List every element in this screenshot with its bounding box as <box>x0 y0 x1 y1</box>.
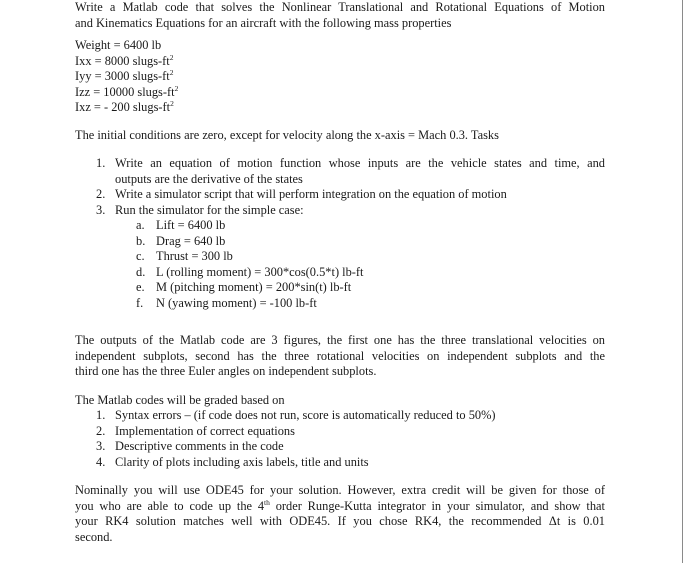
task-item-3: 3. Run the simulator for the simple case: a. Lift = 6400 lb b. Drag = 640 lb c. Thrust = 300 lb d. L (rolling moment) = 300*cos(0.5*t) lb-ft e. M (pitching moment) = 200*sin(t) lb-ft f. N (yawing moment) = -100 lb-ft <box>75 203 605 312</box>
case-item-rolling-moment: d. L (rolling moment) = 300*cos(0.5*t) lb-ft <box>136 264 364 279</box>
mass-property-iyy: Iyy = 3000 slugs-$ft^2$ <box>75 68 174 83</box>
intro-line-2: and Kinematics Equations for an aircraft with the following mass properties <box>75 15 452 30</box>
mass-property-ixx: Ixx = 8000 slugs-$ft^2$ <box>75 52 174 68</box>
grading-section <box>75 393 605 471</box>
task-1-line-2: outputs are the derivative of the states <box>115 171 303 186</box>
mass-properties-list <box>75 38 605 116</box>
grading-list <box>75 408 605 470</box>
intro-line-1: Write a Matlab code that solves the Nonlinear Translational and Rotational Equations of Motion <box>75 0 605 14</box>
task-item-2: 2. Write a simulator script that will perform integration on the equation of motion <box>75 187 605 203</box>
initial-conditions-text: The initial conditions are zero, except for velocity along the x-axis = Mach 0.3. Tasks <box>75 127 499 142</box>
document-body <box>75 0 605 545</box>
outputs-paragraph <box>75 333 605 380</box>
nominal-paragraph <box>75 483 605 545</box>
simulation-case-list <box>115 218 605 311</box>
mass-property-izz: Izz = 10000 slugs-$ft^2$ <box>75 83 179 99</box>
case-item-thrust: c. Thrust = 300 lb <box>136 249 233 263</box>
grading-item-2: 2. Implementation of correct equations <box>96 423 295 438</box>
task-3-text: Run the simulator for the simple case: <box>115 202 304 217</box>
nominal-line-4: second. <box>75 529 113 544</box>
grading-heading: The Matlab codes will be graded based on <box>75 392 285 407</box>
task-2-text: Write a simulator script that will perform integration on the equation of motion <box>115 187 507 201</box>
grading-item-3: 3. Descriptive comments in the code <box>96 439 284 453</box>
outputs-line-2: independent subplots, second has the three rotational velocities on independent subplots and the <box>75 348 605 363</box>
case-item-drag: b. Drag = 640 lb <box>136 233 226 248</box>
case-item-lift: a. Lift = 6400 lb <box>136 218 226 232</box>
task-1-line-1: Write an equation of motion function whose inputs are the vehicle states and time, and <box>115 156 605 170</box>
intro-paragraph <box>75 0 605 31</box>
case-item-yawing-moment: f. N (yawing moment) = -100 lb-ft <box>136 295 317 310</box>
grading-item-4: 4. Clarity of plots including axis labels, title and units <box>96 454 369 469</box>
case-item-pitching-moment: e. M (pitching moment) = 200*sin(t) lb-ft <box>136 280 352 294</box>
task-item-1: 1. Write an equation of motion function whose inputs are the vehicle states and time, and outputs are the derivative of the states <box>96 156 605 186</box>
mass-property-ixz: Ixz = - 200 slugs-$ft^2$ <box>75 99 174 114</box>
task-list <box>75 156 605 311</box>
nominal-line-2: you who are able to code up the 4th order Runge-Kutta integrator in your simulator, and show that <box>75 497 605 513</box>
mass-property-weight: Weight = 6400 lb <box>75 38 162 52</box>
nominal-line-3: your RK4 solution matches well with ODE45. If you chose RK4, the recommended Δt is 0.01 <box>75 514 605 528</box>
grading-item-1: 1. Syntax errors – (if code does not run, score is automatically reduced to 50%) <box>96 408 496 422</box>
outputs-line-3: third one has the three Euler angles on independent subplots. <box>75 364 377 378</box>
nominal-line-1: Nominally you will use ODE45 for your solution. However, extra credit will be given for those of <box>75 483 605 497</box>
outputs-line-1: The outputs of the Matlab code are 3 figures, the first one has the three translational velocities on <box>75 333 605 347</box>
